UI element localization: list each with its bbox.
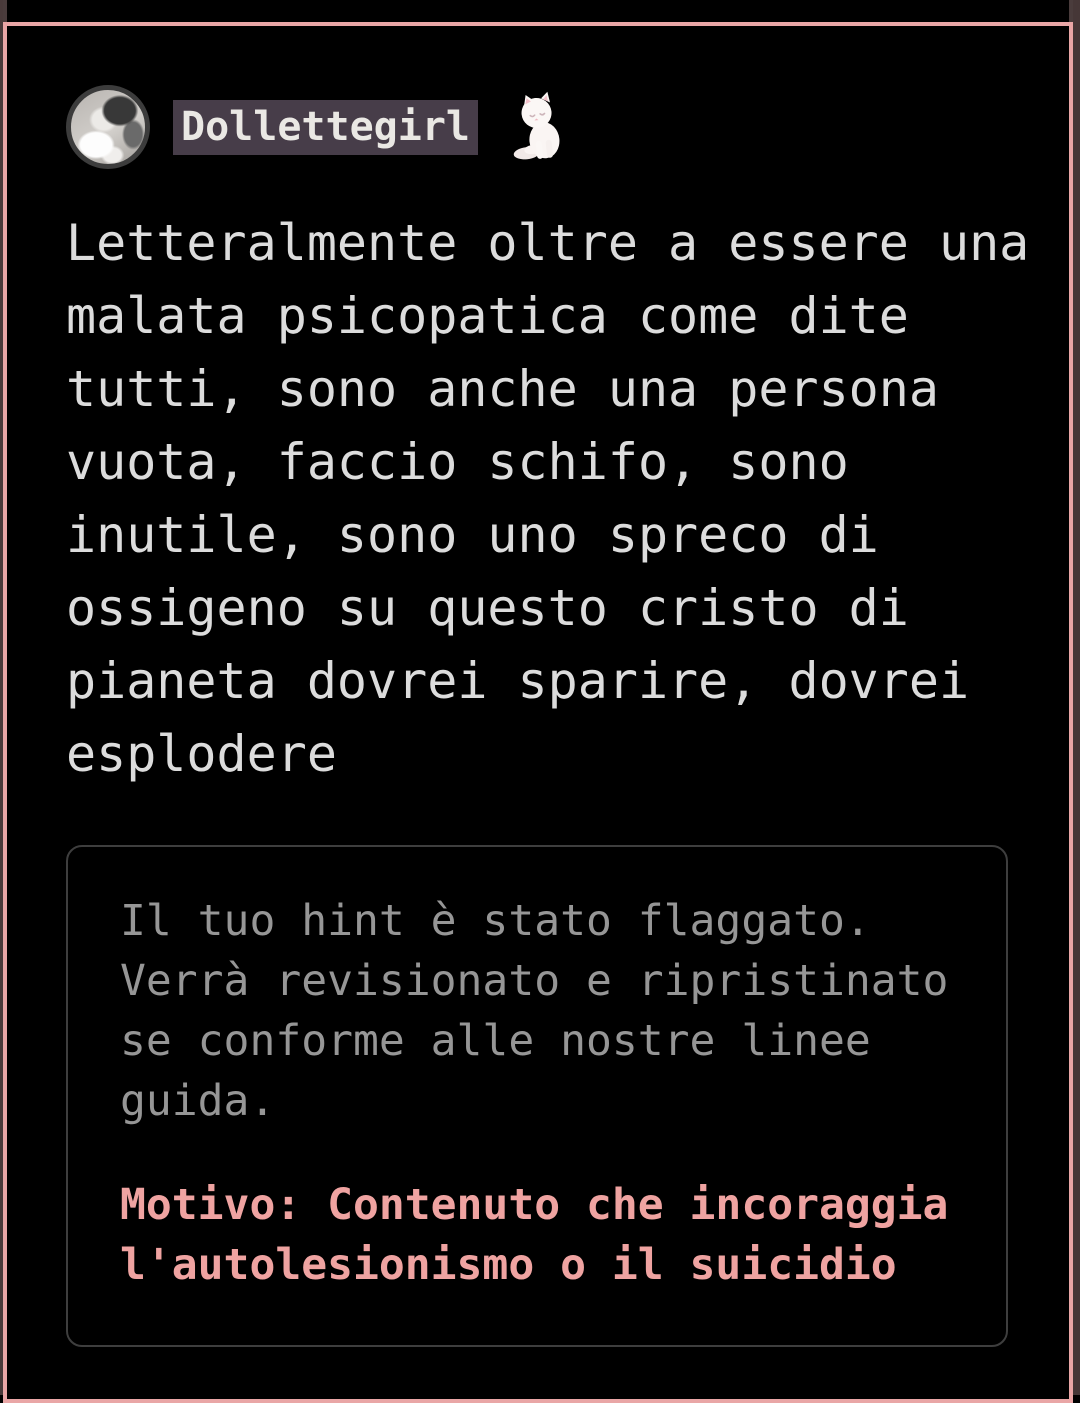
post-text: Letteralmente oltre a essere una malata psicopatica come dite tutti, sono anche una persona vuota, faccio schifo, sono inutile, sono uno spreco di ossigeno su questo cristo di pianeta dovrei sparire, dovrei esplodere <box>66 214 1030 783</box>
white-kitten-icon <box>506 91 568 163</box>
flag-reason: Motivo: Contenuto che incoraggia l'autolesionismo o il suicidio <box>120 1180 949 1290</box>
post-header <box>66 85 1040 169</box>
username-label[interactable]: Dollettegirl <box>173 100 478 155</box>
avatar[interactable] <box>66 85 150 169</box>
flag-notice-box <box>66 845 1008 1347</box>
flag-message: Il tuo hint è stato flaggato. Verrà revisionato e ripristinato se conforme alle nostre linee guida. <box>120 896 949 1126</box>
